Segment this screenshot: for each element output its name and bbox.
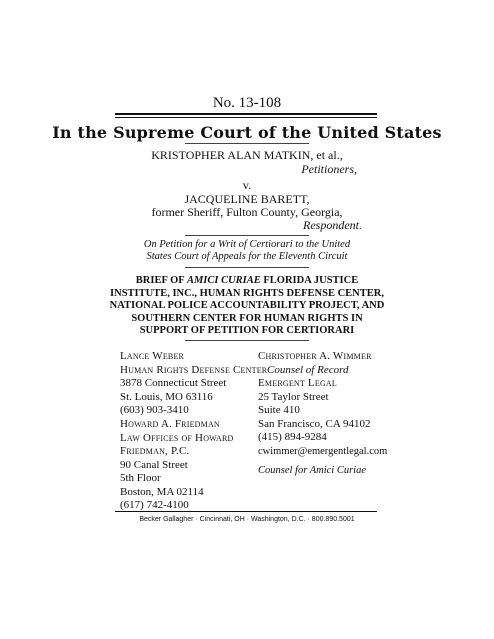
brief-title-line-3: NATIONAL POLICE ACCOUNTABILITY PROJECT, AND [109,300,385,311]
petitioner-role: Petitioners, [301,162,357,176]
counsel-org-line-1: Law Offices of Howard [120,431,234,444]
docket-number: No. 13-108 [212,95,282,111]
counsel-city: St. Louis, MO 63116 [120,390,213,403]
counsel-email: cwimmer@emergentlegal.com [258,445,388,457]
header-rule-thin [115,117,377,118]
divider-3 [185,267,309,268]
petition-line-1: On Petition for a Writ of Certiorari to the United [143,239,351,250]
petition-line-2: States Court of Appeals for the Eleventh Circuit [146,251,348,262]
counsel-phone: (617) 742-4100 [120,499,189,511]
counsel-role: Counsel of Record [267,363,349,376]
counsel-city: Boston, MA 02114 [120,485,204,498]
brief-title-line-5: SUPPORT OF PETITION FOR CERTIORARI [139,325,355,336]
versus: v. [242,178,252,192]
brief-title-line-4: SOUTHERN CENTER FOR HUMAN RIGHTS IN [131,312,363,324]
divider-1 [185,143,309,144]
brief-title-line-2: INSTITUTE, INC., HUMAN RIGHTS DEFENSE CENTER, [110,287,384,299]
right-counsel-block [258,350,388,458]
footer-rule [115,511,377,512]
divider-2 [185,235,309,236]
printer-footer: Becker Gallagher · Cincinnati, OH · Washington, D.C. · 800.890.5001 [139,516,355,523]
counsel-city: San Francisco, CA 94102 [258,417,371,430]
counsel-street: 25 Taylor Street [258,390,329,403]
counsel-for-amici: Counsel for Amici Curiae [258,465,367,476]
counsel-street: 90 Canal Street [120,458,188,471]
counsel-street: 3878 Connecticut Street [120,377,227,389]
respondent-name: JACQUELINE BARETT, [184,192,310,206]
header-rule-thick [115,113,377,115]
brief-title-line-1: BRIEF OF AMICI CURIAE FLORIDA JUSTICE [135,275,359,286]
counsel-org: Human Rights Defense Center [120,363,268,376]
left-counsel-block-1 [120,350,268,418]
counsel-phone: (603) 903-3410 [120,404,189,416]
divider-4 [185,340,309,341]
counsel-phone: (415) 894-9284 [258,431,327,443]
counsel-name: Lance Weber [120,350,185,362]
counsel-name: Howard A. Friedman [120,418,220,430]
counsel-org-line-2: Friedman, P.C. [120,445,190,457]
counsel-name: Christopher A. Wimmer [258,350,372,362]
counsel-suite: Suite 410 [258,404,300,416]
respondent-title: former Sheriff, Fulton County, Georgia, [151,205,343,219]
counsel-org: Emergent Legal [258,377,337,389]
petitioner-name: KRISTOPHER ALAN MATKIN, et al., [151,148,343,162]
respondent-role: Respondent. [303,218,362,232]
counsel-suite: 5th Floor [120,472,161,484]
left-counsel-block-2 [120,418,260,513]
court-name: In the Supreme Court of the United States [52,123,442,142]
